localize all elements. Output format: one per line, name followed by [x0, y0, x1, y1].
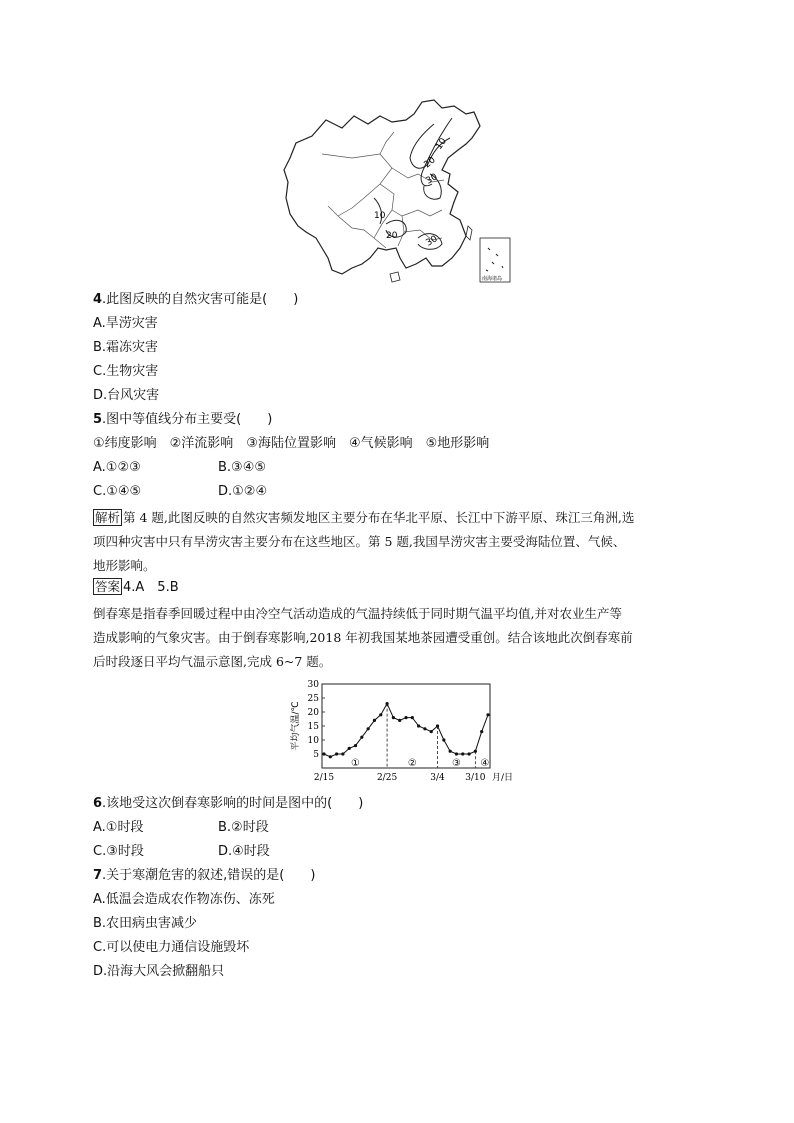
temperature-chart — [286, 676, 514, 788]
x-tick-label: 3/4 — [430, 773, 445, 783]
data-point — [461, 752, 464, 755]
data-point — [373, 719, 376, 722]
data-point — [348, 747, 351, 750]
question-4-stem — [93, 290, 298, 310]
province-borders — [322, 132, 444, 248]
hainan-island — [390, 272, 400, 282]
question-7-stem — [93, 866, 315, 886]
answer-text: 4.A 5.B — [123, 580, 179, 595]
option-b: B.霜冻灾害 — [93, 340, 159, 355]
y-tick-label: 25 — [307, 694, 319, 704]
option-d: D.沿海大风会掀翻船只 — [93, 964, 225, 979]
option-a: A.旱涝灾害 — [93, 316, 158, 331]
data-point — [360, 736, 363, 739]
analysis-tag: 解析 — [95, 510, 121, 525]
data-point — [398, 719, 401, 722]
x-tick-label: 2/15 — [313, 773, 335, 783]
data-point — [379, 713, 382, 716]
option-b: B.②时段 — [218, 820, 269, 835]
data-point — [392, 716, 395, 719]
y-tick-label: 30 — [307, 680, 319, 690]
isoline-label: 20 — [386, 231, 398, 241]
option-a: A.①②③ — [93, 460, 141, 475]
option-c: C.可以使电力通信设施毁坏 — [93, 940, 250, 955]
question-6-stem — [93, 794, 363, 814]
data-point — [442, 738, 445, 741]
question-text: .关于寒潮危害的叙述,错误的是( ) — [102, 868, 316, 883]
intro-line: 造成影响的气象灾害。由于倒春寒影响,2018 年初我国某地茶园遭受重创。结合该地此次倒春寒前 — [93, 630, 633, 645]
question-text: .此图反映的自然灾害可能是( ) — [102, 292, 299, 307]
inset-label: 南海诸岛 — [482, 276, 503, 282]
data-point — [423, 727, 426, 730]
analysis-line: 解析 第 4 题,此图反映的自然灾害频发地区主要分布在华北平原、长江中下游平原、珠江三角洲,选 — [95, 510, 635, 525]
x-tick-label: 2/25 — [376, 773, 398, 783]
option-c: C.生物灾害 — [93, 364, 159, 379]
option-c: C.③时段 — [93, 844, 144, 859]
analysis-block — [93, 506, 705, 578]
option-a: A.低温会造成农作物冻伤、冻死 — [93, 892, 275, 907]
option-d: D.台风灾害 — [93, 388, 160, 403]
factor-list: ①纬度影响 ②洋流影响 ③海陆位置影响 ④气候影响 ⑤地形影响 — [93, 436, 490, 451]
data-point — [417, 724, 420, 727]
data-point — [385, 702, 388, 705]
analysis-line: 地形影响。 — [93, 558, 156, 573]
plot-frame — [322, 684, 490, 768]
y-tick-label: 20 — [307, 708, 319, 718]
data-point — [467, 752, 470, 755]
isoline-label: 30 — [424, 172, 440, 187]
option-a: A.①时段 — [93, 820, 144, 835]
x-tick-label: 3/10 — [465, 773, 486, 783]
data-point — [367, 727, 370, 730]
isoline-label: 30 — [424, 234, 440, 249]
isoline-label: 10 — [374, 211, 386, 221]
taiwan-island — [466, 226, 472, 240]
china-outline — [284, 100, 480, 274]
data-point — [449, 750, 452, 753]
intro-paragraph — [93, 602, 705, 674]
option-c: C.①④⑤ — [93, 484, 142, 499]
y-tick-label: 5 — [313, 750, 319, 760]
data-point — [404, 716, 407, 719]
question-text: .该地受这次倒春寒影响的时间是图中的( ) — [102, 796, 364, 811]
data-point — [329, 755, 332, 758]
data-point — [436, 724, 439, 727]
data-point — [486, 713, 489, 716]
question-5-stem — [93, 410, 272, 430]
analysis-line: 项四种灾害中只有旱涝灾害主要分布在这些地区。第 5 题,我国旱涝灾害主要受海陆位置、气候、 — [93, 534, 626, 549]
option-b: B.③④⑤ — [218, 460, 267, 475]
isoline-20-north — [421, 118, 452, 186]
question-number: 5 — [93, 412, 103, 427]
isoline-label: 20 — [422, 155, 438, 171]
option-b: B.农田病虫害减少 — [93, 916, 198, 931]
period-label: ④ — [480, 758, 490, 769]
period-label: ② — [407, 758, 417, 769]
data-point — [335, 752, 338, 755]
answer-line — [93, 578, 179, 598]
data-point — [322, 752, 325, 755]
intro-line: 后时段逐日平均气温示意图,完成 6~7 题。 — [93, 654, 332, 669]
question-number: 4 — [93, 292, 103, 307]
question-number: 6 — [93, 796, 103, 811]
data-point — [455, 752, 458, 755]
x-axis-label: 月/日 — [492, 773, 514, 783]
data-point — [474, 750, 477, 753]
option-d: D.④时段 — [218, 844, 270, 859]
y-tick-label: 15 — [307, 722, 319, 732]
china-isoline-map — [282, 98, 514, 286]
data-point — [430, 730, 433, 733]
data-point — [354, 744, 357, 747]
period-label: ③ — [451, 758, 461, 769]
data-point — [480, 730, 483, 733]
isoline-label: 10 — [434, 136, 450, 152]
period-label: ① — [351, 758, 361, 769]
question-text: .图中等值线分布主要受( ) — [102, 412, 273, 427]
y-axis-label: 平均气温/℃ — [291, 701, 301, 751]
data-point — [411, 716, 414, 719]
option-d: D.①②④ — [218, 484, 268, 499]
data-point — [341, 752, 344, 755]
intro-line: 倒春寒是指春季回暖过程中由冷空气活动造成的气温持续低于同时期气温平均值,并对农业生产等 — [93, 606, 622, 621]
y-tick-label: 10 — [307, 736, 319, 746]
question-number: 7 — [93, 868, 103, 883]
answer-tag: 答案 — [95, 579, 121, 594]
